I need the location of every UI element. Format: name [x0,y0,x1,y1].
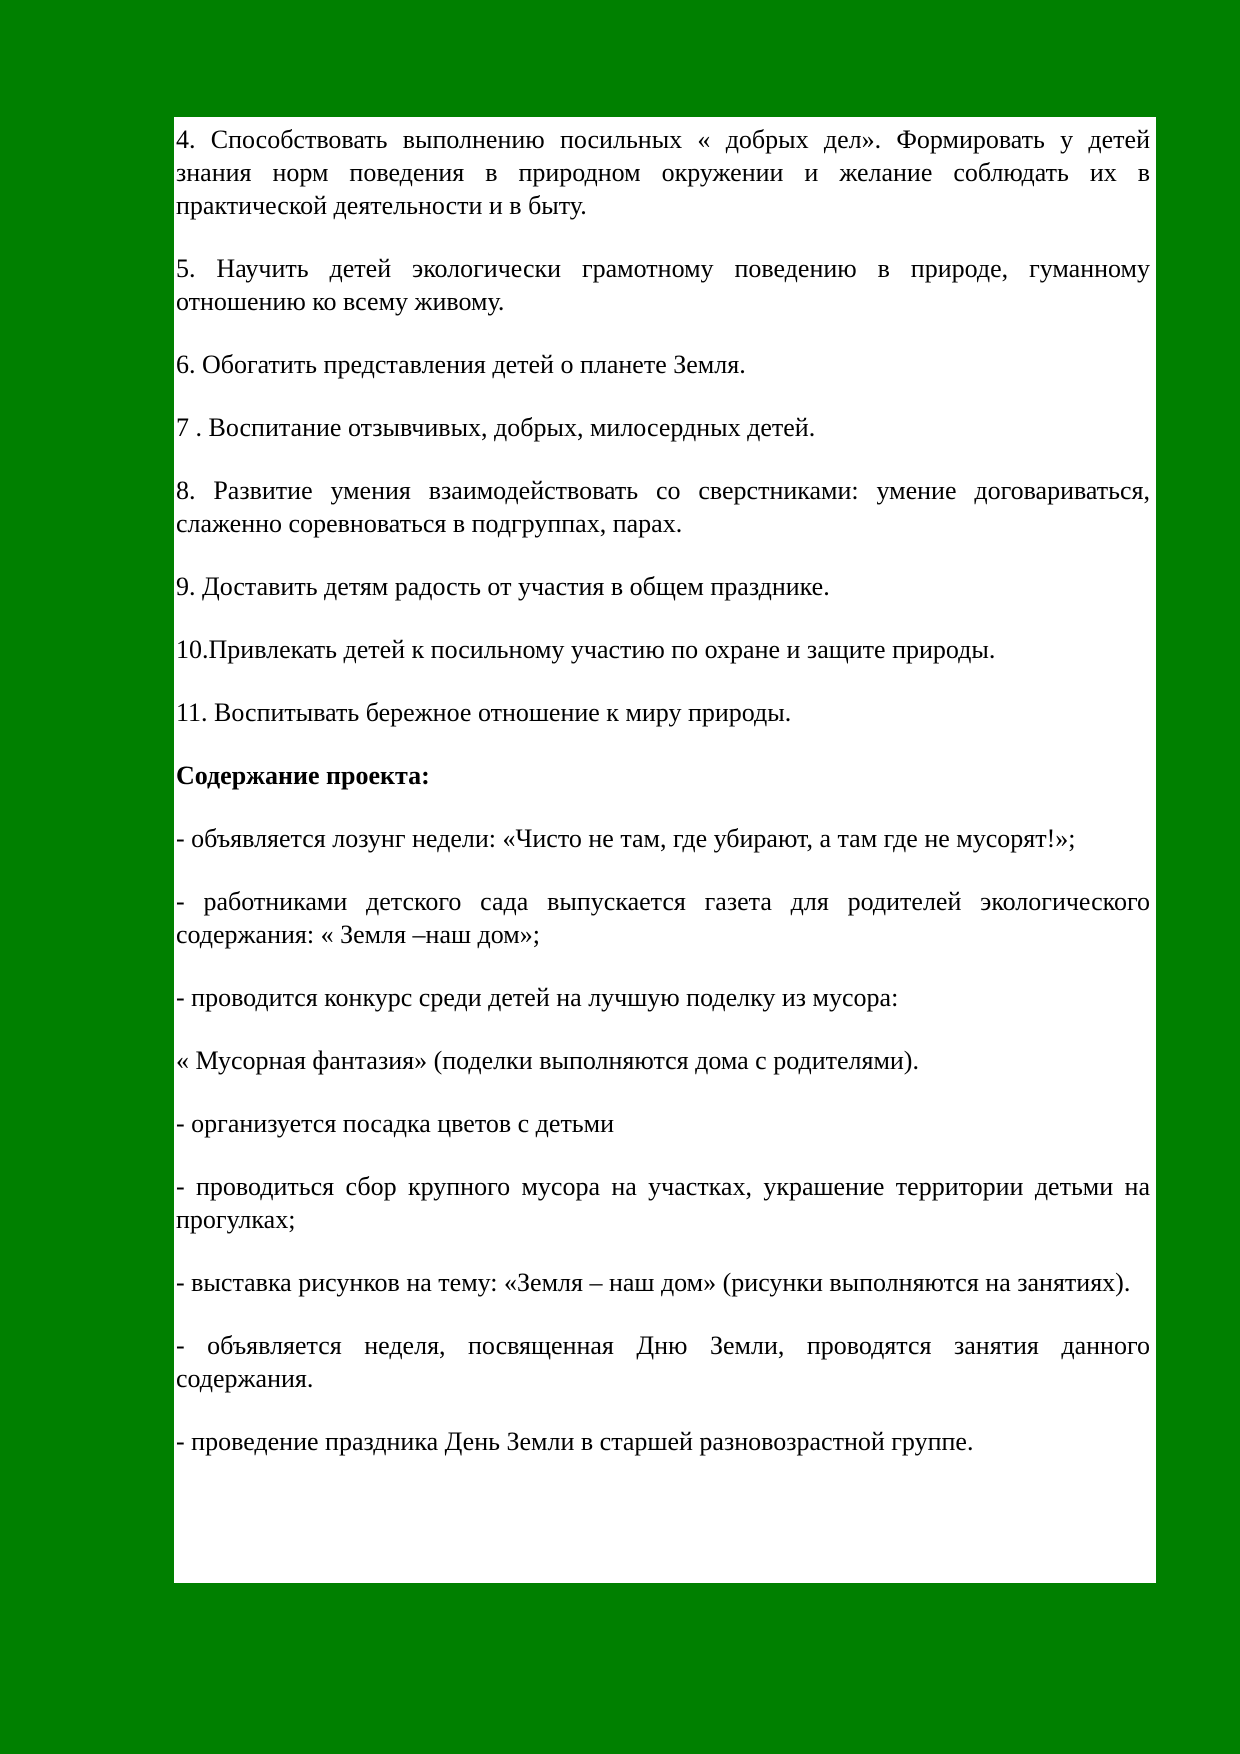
content-item-contest: - проводится конкурс среди детей на лучшую поделку из мусора: [176,983,899,1012]
content-item-planting: - организуется посадка цветов с детьми [176,1109,615,1138]
content-item-newspaper: - работниками детского сада выпускается газета для родителей экологического содержания: « Земля –наш дом»; [176,887,1150,949]
paragraph-goal-11: 11. Воспитывать бережное отношение к миру природы. [176,698,792,727]
content-item-slogan: - объявляется лозунг недели: «Чисто не там, где убирают, а там где не мусорят!»; [176,824,1076,853]
document-page [174,117,1156,1583]
paragraph-goal-6: 6. Обогатить представления детей о планете Земля. [176,350,746,379]
paragraph-goal-7: 7 . Воспитание отзывчивых, добрых, милосердных детей. [176,413,816,442]
content-item-drawings: - выставка рисунков на тему: «Земля – наш дом» (рисунки выполняются на занятиях). [176,1268,1131,1297]
paragraph-goal-10: 10.Привлекать детей к посильному участию по охране и защите природы. [176,635,996,664]
content-item-cleanup: - проводиться сбор крупного мусора на участках, украшение территории детьми на прогулках; [176,1172,1150,1234]
paragraph-goal-4: 4. Способствовать выполнению посильных « добрых дел». Формировать у детей знания норм поведения в природном окружении и желание соблюдать их в практической деятельности и в быту. [176,125,1150,220]
content-item-contest-title: « Мусорная фантазия» (поделки выполняются дома с родителями). [176,1046,919,1075]
paragraph-goal-5: 5. Научить детей экологически грамотному поведению в природе, гуманному отношению ко всему живому. [176,254,1150,316]
paragraph-goal-9: 9. Доставить детям радость от участия в общем празднике. [176,572,830,601]
content-item-holiday: - проведение праздника День Земли в старшей разновозрастной группе. [176,1427,974,1456]
content-item-earth-week: - объявляется неделя, посвященная Дню Земли, проводятся занятия данного содержания. [176,1331,1150,1393]
section-heading: Содержание проекта: [176,761,430,790]
paragraph-goal-8: 8. Развитие умения взаимодействовать со сверстниками: умение договариваться, слаженно соревноваться в подгруппах, парах. [176,476,1150,538]
